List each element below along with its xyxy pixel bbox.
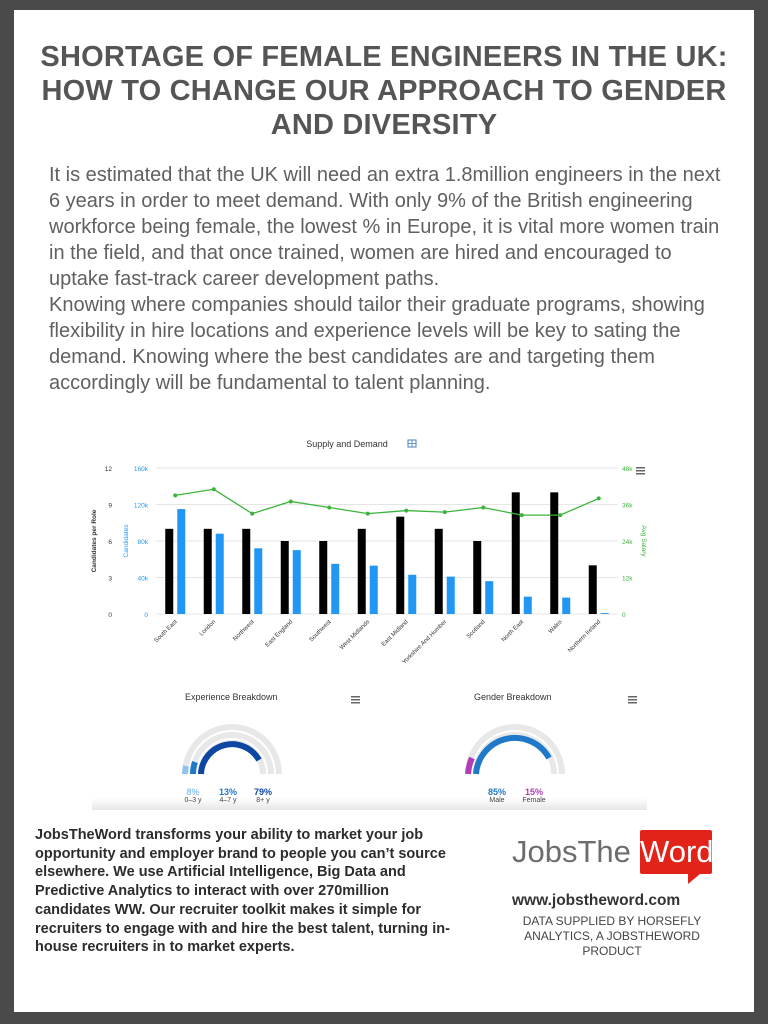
y-tick-right: 0 (622, 612, 626, 619)
bar-candidates (485, 581, 493, 614)
bar-candidates-per-role (589, 565, 597, 614)
gender-title: Gender Breakdown (474, 692, 552, 702)
avg-salary-point (250, 512, 254, 516)
gender-pct-female: 15% (524, 787, 543, 797)
x-tick-label: Scotland (465, 619, 487, 640)
experience-donut (177, 720, 287, 780)
gender-label-male: Male (489, 797, 505, 804)
donut-arc-4-7 (193, 762, 195, 774)
donut-arc-0-3 (185, 766, 186, 774)
x-tick-label: West Midlands (339, 619, 372, 652)
avg-salary-point (443, 510, 447, 514)
avg-salary-point (327, 506, 331, 510)
hamburger-menu-icon[interactable] (351, 696, 360, 704)
bar-candidates (331, 564, 339, 614)
bar-candidates-per-role (204, 529, 212, 614)
avg-salary-point (481, 506, 485, 510)
avg-salary-point (404, 509, 408, 513)
gender-label-female: Female (522, 797, 546, 804)
gender-donut (460, 720, 570, 780)
breakdown-panels (92, 680, 647, 810)
bar-candidates (447, 577, 455, 614)
exp-label-0-3: 0–3 y (184, 797, 202, 804)
y-tick-candidates: 160k (133, 466, 148, 473)
y-tick-left: 0 (108, 612, 112, 619)
hamburger-menu-icon[interactable] (628, 696, 637, 704)
website-link[interactable]: www.jobstheword.com (512, 892, 681, 909)
avg-salary-point (366, 512, 370, 516)
bar-candidates-per-role (396, 517, 404, 614)
exp-label-4-7: 4–7 y (219, 797, 237, 804)
y-tick-right: 48k (622, 466, 633, 473)
hamburger-menu-icon[interactable] (636, 467, 645, 475)
bar-candidates-per-role (550, 492, 558, 614)
bar-candidates (601, 613, 609, 614)
bar-candidates-per-role (165, 529, 173, 614)
x-tick-label: Northwest (232, 619, 256, 643)
x-tick-label: Yorkshire And Humber (401, 619, 449, 666)
y-tick-candidates: 0 (144, 612, 148, 619)
avg-salary-point (597, 496, 601, 500)
bar-candidates-per-role (512, 492, 520, 614)
exp-pct-8plus: 79% (253, 787, 272, 797)
y-tick-left: 6 (108, 539, 112, 546)
y-axis-label-left: Candidates per Role (91, 509, 98, 573)
exp-pct-0-3: 8% (186, 787, 200, 797)
bar-candidates-per-role (281, 541, 289, 614)
supply-demand-chart (80, 432, 650, 672)
bar-candidates (370, 566, 378, 614)
bar-candidates-per-role (319, 541, 327, 614)
company-description: JobsTheWord transforms your ability to market your job opportunity and employer brand to people you can’t source elsewhere. We use Artificial Intelligence, Big Data and Predictive Analytics to interact with over 270million candidates WW. Our recruiter toolkit makes it simple for recruiters to engage with and hire the best talent, turning in-house recruiters in to market experts. (35, 827, 450, 956)
avg-salary-point (289, 499, 293, 503)
y-tick-left: 12 (104, 466, 112, 473)
bar-candidates-per-role (473, 541, 481, 614)
y-tick-right: 12k (622, 575, 633, 583)
bar-candidates (408, 575, 416, 614)
x-tick-label: South East (153, 619, 179, 645)
logo-speech-tail (688, 874, 700, 884)
y-tick-candidates: 120k (133, 502, 148, 510)
y-axis-label-candidates: Candidates (123, 524, 130, 558)
intro-paragraph-2: Knowing where companies should tailor their graduate programs, showing flexibility in hire locations and experience levels will be key to sating the demand. Knowing where the best candidates are and targeting them accordingly will be fundamental to talent planning. (49, 294, 705, 394)
bar-candidates-per-role (435, 529, 443, 614)
avg-salary-point (520, 513, 524, 517)
bar-candidates (524, 597, 532, 614)
chart-title: Supply and Demand (306, 439, 388, 449)
data-credit: DATA SUPPLIED BY HORSEFLY ANALYTICS, A JOBSTHEWORD PRODUCT (522, 914, 702, 958)
avg-salary-point (212, 487, 216, 491)
bar-candidates (293, 550, 301, 614)
gender-panel (382, 680, 647, 810)
bar-candidates (254, 548, 262, 614)
experience-title: Experience Breakdown (185, 692, 278, 702)
y-tick-candidates: 80k (137, 539, 148, 546)
x-tick-label: Northern Ireland (567, 619, 603, 655)
intro-paragraph-1: It is estimated that the UK will need an extra 1.8million engineers in the next 6 years in order to meet demand. With only 9% of the British engineering workforce being female, the lowest % in Europe, it is vital more women train in the field, and that once trained, women are hired and encouraged to uptake fast-track career development paths. (49, 164, 721, 290)
y-tick-left: 9 (108, 502, 112, 510)
logo-text-dark: JobsThe (512, 834, 631, 869)
donut-arc-female (468, 758, 472, 774)
intro-text (49, 162, 729, 396)
x-tick-label: East Midland (380, 619, 410, 648)
bar-candidates (562, 598, 570, 614)
x-tick-label: East England (264, 619, 295, 649)
y-tick-right: 36k (622, 502, 633, 510)
y-axis-label-right: Avg Salary (640, 525, 647, 557)
logo-text-red: Word (640, 830, 712, 874)
x-tick-label: London (198, 619, 218, 638)
gender-pct-male: 85% (487, 787, 506, 797)
avg-salary-line (175, 489, 599, 515)
y-tick-candidates: 40k (137, 575, 148, 583)
y-tick-right: 24k (622, 539, 633, 546)
bar-candidates (216, 534, 224, 614)
exp-label-8plus: 8+ y (256, 797, 270, 804)
avg-salary-point (173, 493, 177, 497)
exp-pct-4-7: 13% (218, 787, 237, 797)
experience-panel (92, 680, 372, 810)
table-icon[interactable] (408, 440, 416, 447)
avg-salary-point (558, 513, 562, 517)
x-tick-label: Wales (547, 619, 564, 636)
page-title: SHORTAGE OF FEMALE ENGINEERS IN THE UK: HOW TO CHANGE OUR APPROACH TO GENDER AND DIVERSITY (40, 41, 728, 141)
x-tick-label: North East (500, 619, 526, 644)
bar-candidates-per-role (358, 529, 366, 614)
x-tick-label: Southwest (308, 619, 333, 644)
y-tick-left: 3 (108, 575, 112, 583)
bar-candidates-per-role (242, 529, 250, 614)
bar-candidates (177, 509, 185, 614)
